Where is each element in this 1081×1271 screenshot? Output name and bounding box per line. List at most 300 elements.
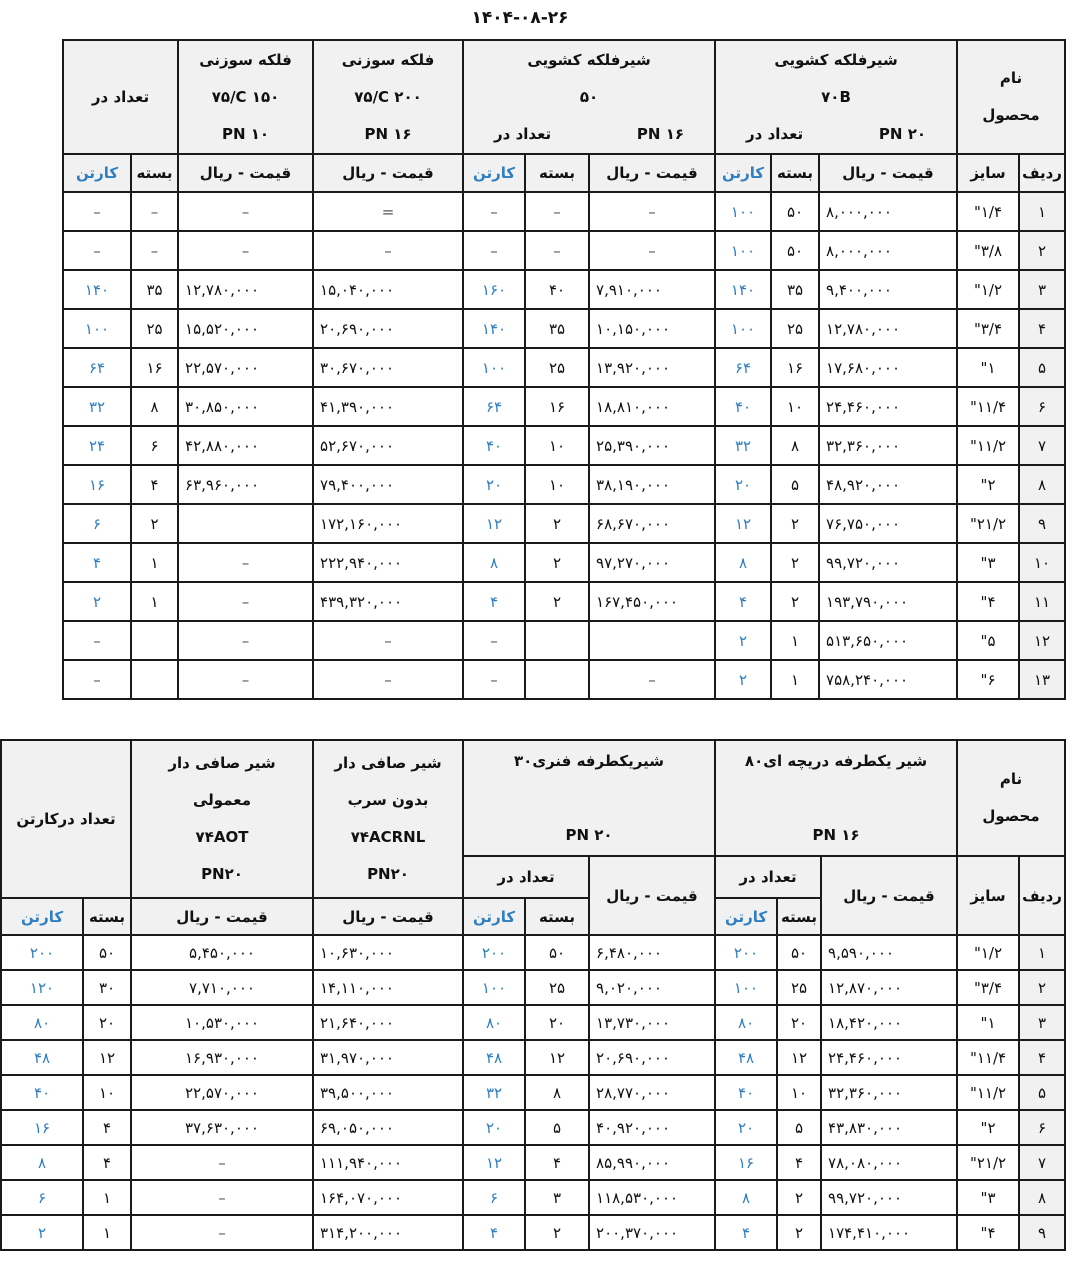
pack-count-cell: ۱۰: [83, 1075, 131, 1110]
price-cell: ۱۰,۵۳۰,۰۰۰: [131, 1005, 313, 1040]
carton-count-cell: ۲: [1, 1215, 83, 1250]
price-cell: –: [178, 231, 313, 270]
group-header-needle-valve-150: فلکه سوزنی ۷۵/C ۱۵۰ PN ۱۰: [178, 40, 313, 154]
carton-count-cell: ۲۴: [63, 426, 131, 465]
carton-count-cell: ۱۰۰: [463, 348, 525, 387]
price-cell: ۵,۴۵۰,۰۰۰: [131, 935, 313, 970]
carton-count-cell: –: [63, 621, 131, 660]
carton-count-cell: ۲: [715, 660, 771, 699]
price-cell: ۳۹,۵۰۰,۰۰۰: [313, 1075, 463, 1110]
size-cell: ۱": [957, 1005, 1019, 1040]
carton-count-cell: ۲۰: [463, 465, 525, 504]
carton-count-cell: ۸۰: [715, 1005, 777, 1040]
row-number-cell: ۱: [1019, 935, 1065, 970]
pack-count-cell: ۱: [131, 543, 178, 582]
col-row-number: ردیف: [1019, 856, 1065, 935]
price-cell: ۹,۴۰۰,۰۰۰: [819, 270, 957, 309]
size-cell: ۴": [957, 582, 1019, 621]
price-cell: ۱۷,۶۸۰,۰۰۰: [819, 348, 957, 387]
pack-count-cell: ۲۵: [777, 970, 821, 1005]
price-cell: ۲۴,۴۶۰,۰۰۰: [821, 1040, 957, 1075]
carton-count-cell: ۳۲: [63, 387, 131, 426]
carton-count-cell: ۶۴: [63, 348, 131, 387]
price-cell: ۳۱,۹۷۰,۰۰۰: [313, 1040, 463, 1075]
pack-count-cell: ۲۵: [131, 309, 178, 348]
price-cell: ۱۹۳,۷۹۰,۰۰۰: [819, 582, 957, 621]
row-number-cell: ۸: [1019, 465, 1065, 504]
price-cell: –: [178, 660, 313, 699]
carton-count-cell: –: [463, 660, 525, 699]
pack-count-cell: ۱: [83, 1180, 131, 1215]
price-cell: –: [178, 621, 313, 660]
carton-count-cell: ۸: [715, 1180, 777, 1215]
row-number-cell: ۵: [1019, 348, 1065, 387]
col-carton: کارتن: [63, 154, 131, 192]
col-row-number: ردیف: [1019, 154, 1065, 192]
price-cell: ۱۳,۹۲۰,۰۰۰: [589, 348, 715, 387]
pack-count-cell: [525, 660, 589, 699]
price-cell: ۴۱,۳۹۰,۰۰۰: [313, 387, 463, 426]
pack-count-cell: ۲: [777, 1180, 821, 1215]
count-in-subheader: تعداد در: [463, 856, 589, 898]
table-row: [63, 309, 1065, 348]
price-cell: [589, 621, 715, 660]
price-table-1: [62, 39, 1066, 700]
carton-count-cell: ۸۰: [1, 1005, 83, 1040]
carton-count-cell: –: [63, 231, 131, 270]
carton-count-cell: ۱۴۰: [63, 270, 131, 309]
size-cell: ۱۱/۴": [957, 387, 1019, 426]
col-price: قیمت - ریال: [589, 154, 715, 192]
size-cell: ۱": [957, 348, 1019, 387]
table-row: [63, 231, 1065, 270]
pack-count-cell: ۴۰: [525, 270, 589, 309]
carton-count-cell: –: [463, 192, 525, 231]
price-cell: –: [313, 660, 463, 699]
row-number-cell: ۷: [1019, 426, 1065, 465]
pack-count-cell: ۱: [771, 621, 819, 660]
size-cell: ۳": [957, 1180, 1019, 1215]
carton-count-cell: ۴۸: [715, 1040, 777, 1075]
carton-count-cell: ۲۰: [715, 1110, 777, 1145]
price-cell: ۴۳۹,۳۲۰,۰۰۰: [313, 582, 463, 621]
carton-count-cell: ۳۲: [715, 426, 771, 465]
carton-count-cell: ۴۰: [715, 387, 771, 426]
col-price: قیمت - ریال: [313, 898, 463, 935]
price-cell: ۳۲,۳۶۰,۰۰۰: [819, 426, 957, 465]
row-number-cell: ۶: [1019, 387, 1065, 426]
price-cell: ۱۴,۱۱۰,۰۰۰: [313, 970, 463, 1005]
carton-count-cell: ۱۶: [63, 465, 131, 504]
col-pack: بسته: [525, 898, 589, 935]
pack-count-cell: ۲: [771, 543, 819, 582]
count-in-subheader: تعداد در: [715, 856, 821, 898]
col-price: قیمت - ریال: [821, 856, 957, 935]
col-price: قیمت - ریال: [313, 154, 463, 192]
col-pack: بسته: [83, 898, 131, 935]
price-cell: ۶۸,۶۷۰,۰۰۰: [589, 504, 715, 543]
price-cell: –: [313, 621, 463, 660]
pack-count-cell: ۲: [777, 1215, 821, 1250]
price-cell: ۷,۹۱۰,۰۰۰: [589, 270, 715, 309]
price-cell: –: [178, 192, 313, 231]
group-header-swing-check-80: شیر یکطرفه دریچه ای۸۰ PN ۱۶: [715, 740, 957, 856]
pack-count-cell: –: [131, 231, 178, 270]
col-price: قیمت - ریال: [178, 154, 313, 192]
price-cell: ۸,۰۰۰,۰۰۰: [819, 192, 957, 231]
price-cell: ۱۶۴,۰۷۰,۰۰۰: [313, 1180, 463, 1215]
carton-count-cell: ۸۰: [463, 1005, 525, 1040]
pack-count-cell: ۲۵: [525, 970, 589, 1005]
carton-count-cell: ۴: [63, 543, 131, 582]
size-cell: ۱۱/۲": [957, 1075, 1019, 1110]
price-cell: –: [313, 231, 463, 270]
carton-count-cell: –: [463, 231, 525, 270]
price-cell: –: [131, 1180, 313, 1215]
carton-count-cell: ۱۶: [715, 1145, 777, 1180]
pack-count-cell: ۱۲: [83, 1040, 131, 1075]
carton-count-cell: ۴۰: [463, 426, 525, 465]
table-row: [1, 1215, 1065, 1250]
col-price: قیمت - ریال: [589, 856, 715, 935]
carton-count-cell: ۴: [463, 1215, 525, 1250]
price-cell: ۲۱,۶۴۰,۰۰۰: [313, 1005, 463, 1040]
price-cell: ۱۸,۸۱۰,۰۰۰: [589, 387, 715, 426]
price-cell: ۱۲,۷۸۰,۰۰۰: [819, 309, 957, 348]
count-in-header: تعداد در: [63, 40, 178, 154]
table-row: [1, 1040, 1065, 1075]
size-cell: ۳/۴": [957, 970, 1019, 1005]
pack-count-cell: ۵۰: [771, 192, 819, 231]
pack-count-cell: –: [131, 192, 178, 231]
table-row: [1, 1075, 1065, 1110]
carton-count-cell: ۴۰: [1, 1075, 83, 1110]
pack-count-cell: ۴: [83, 1145, 131, 1180]
col-carton: کارتن: [1, 898, 83, 935]
pack-count-cell: ۲۵: [771, 309, 819, 348]
col-pack: بسته: [525, 154, 589, 192]
price-cell: ۲۰,۶۹۰,۰۰۰: [313, 309, 463, 348]
price-cell: ۲۲,۵۷۰,۰۰۰: [131, 1075, 313, 1110]
carton-count-cell: ۱۶: [1, 1110, 83, 1145]
pack-count-cell: ۳: [525, 1180, 589, 1215]
carton-count-cell: ۱۲۰: [1, 970, 83, 1005]
table-row: [1, 1005, 1065, 1040]
price-cell: ۹,۰۲۰,۰۰۰: [589, 970, 715, 1005]
pack-count-cell: ۵۰: [771, 231, 819, 270]
size-cell: ۶": [957, 660, 1019, 699]
pack-count-cell: ۱۲: [777, 1040, 821, 1075]
group-header-strainer-lead-free: شیر صافی دار بدون سرب ۷۴ACRNL PN۲۰: [313, 740, 463, 898]
table-row: [1, 935, 1065, 970]
carton-count-cell: ۱۰۰: [715, 309, 771, 348]
price-cell: ۸,۰۰۰,۰۰۰: [819, 231, 957, 270]
price-cell: –: [178, 582, 313, 621]
document-date: ۱۴۰۴-۰۸-۲۶: [471, 8, 569, 28]
col-pack: بسته: [131, 154, 178, 192]
pack-count-cell: ۵: [525, 1110, 589, 1145]
row-number-cell: ۱۰: [1019, 543, 1065, 582]
carton-count-cell: ۴۰: [715, 1075, 777, 1110]
carton-count-cell: –: [63, 192, 131, 231]
size-cell: ۲۱/۲": [957, 504, 1019, 543]
price-cell: ۱۵,۵۲۰,۰۰۰: [178, 309, 313, 348]
col-pack: بسته: [771, 154, 819, 192]
price-cell: ۷۸,۰۸۰,۰۰۰: [821, 1145, 957, 1180]
carton-count-cell: ۲۰: [715, 465, 771, 504]
pack-count-cell: ۱: [83, 1215, 131, 1250]
row-number-cell: ۳: [1019, 270, 1065, 309]
price-cell: ۱۷۴,۴۱۰,۰۰۰: [821, 1215, 957, 1250]
table-row: [63, 387, 1065, 426]
carton-count-cell: ۱۴۰: [463, 309, 525, 348]
pack-count-cell: ۵۰: [777, 935, 821, 970]
table-1-body: [63, 192, 1065, 699]
price-cell: ۷,۷۱۰,۰۰۰: [131, 970, 313, 1005]
row-number-cell: ۷: [1019, 1145, 1065, 1180]
pack-count-cell: ۵۰: [83, 935, 131, 970]
product-name-header: نام محصول: [957, 740, 1065, 856]
price-cell: ۱۱۸,۵۳۰,۰۰۰: [589, 1180, 715, 1215]
carton-count-cell: ۲۰۰: [463, 935, 525, 970]
price-cell: ۱۳,۷۳۰,۰۰۰: [589, 1005, 715, 1040]
size-cell: ۲۱/۲": [957, 1145, 1019, 1180]
size-cell: ۲": [957, 1110, 1019, 1145]
size-cell: ۱۱/۲": [957, 426, 1019, 465]
price-cell: ۹۹,۷۲۰,۰۰۰: [821, 1180, 957, 1215]
size-cell: ۳/۸": [957, 231, 1019, 270]
carton-count-cell: ۴۸: [1, 1040, 83, 1075]
carton-count-cell: ۲: [63, 582, 131, 621]
size-cell: ۵": [957, 621, 1019, 660]
row-number-cell: ۹: [1019, 504, 1065, 543]
col-size: سایز: [957, 154, 1019, 192]
row-number-cell: ۲: [1019, 970, 1065, 1005]
carton-count-cell: ۶: [463, 1180, 525, 1215]
pack-count-cell: [131, 621, 178, 660]
pack-count-cell: ۱۶: [131, 348, 178, 387]
carton-count-cell: ۱۲: [463, 1145, 525, 1180]
price-cell: ۱۶۷,۴۵۰,۰۰۰: [589, 582, 715, 621]
pack-count-cell: ۲۰: [525, 1005, 589, 1040]
table-row: [63, 582, 1065, 621]
pack-count-cell: ۸: [771, 426, 819, 465]
carton-count-cell: ۸: [1, 1145, 83, 1180]
price-cell: ۲۵,۳۹۰,۰۰۰: [589, 426, 715, 465]
col-carton: کارتن: [463, 154, 525, 192]
pack-count-cell: ۱۶: [525, 387, 589, 426]
size-cell: ۲": [957, 465, 1019, 504]
size-cell: ۱/۲": [957, 935, 1019, 970]
table-row: [1, 1110, 1065, 1145]
price-cell: ۳۱۴,۲۰۰,۰۰۰: [313, 1215, 463, 1250]
pack-count-cell: ۵۰: [525, 935, 589, 970]
col-carton: کارتن: [463, 898, 525, 935]
carton-count-cell: ۱۰۰: [715, 192, 771, 231]
pack-count-cell: [525, 621, 589, 660]
col-price: قیمت - ریال: [131, 898, 313, 935]
row-number-cell: ۱۲: [1019, 621, 1065, 660]
size-cell: ۱/۴": [957, 192, 1019, 231]
price-cell: ۷۹,۴۰۰,۰۰۰: [313, 465, 463, 504]
carton-count-cell: ۲۰۰: [715, 935, 777, 970]
col-size: سایز: [957, 856, 1019, 935]
pack-count-cell: –: [525, 192, 589, 231]
price-cell: ۱۸,۴۲۰,۰۰۰: [821, 1005, 957, 1040]
carton-count-cell: ۲: [715, 621, 771, 660]
carton-count-cell: ۱۰۰: [715, 970, 777, 1005]
count-in-carton-header: تعداد درکارتن: [1, 740, 131, 898]
price-cell: ۶۹,۰۵۰,۰۰۰: [313, 1110, 463, 1145]
price-cell: ۱۱۱,۹۴۰,۰۰۰: [313, 1145, 463, 1180]
table-2-body: [1, 935, 1065, 1250]
pack-count-cell: ۴: [131, 465, 178, 504]
carton-count-cell: ۴: [715, 1215, 777, 1250]
price-cell: ۱۵,۰۴۰,۰۰۰: [313, 270, 463, 309]
size-cell: ۴": [957, 1215, 1019, 1250]
pack-count-cell: ۲۰: [777, 1005, 821, 1040]
table-row: [1, 1180, 1065, 1215]
row-number-cell: ۴: [1019, 309, 1065, 348]
pack-count-cell: ۵: [777, 1110, 821, 1145]
row-number-cell: ۸: [1019, 1180, 1065, 1215]
price-cell: –: [131, 1215, 313, 1250]
pack-count-cell: ۱: [771, 660, 819, 699]
group-header-spring-check-30: شیریکطرفه فنری۳۰ PN ۲۰: [463, 740, 715, 856]
size-cell: ۱۱/۴": [957, 1040, 1019, 1075]
table-row: [1, 970, 1065, 1005]
row-number-cell: ۱۳: [1019, 660, 1065, 699]
carton-count-cell: ۶۴: [463, 387, 525, 426]
pack-count-cell: ۳۵: [771, 270, 819, 309]
carton-count-cell: –: [63, 660, 131, 699]
carton-count-cell: ۶۴: [715, 348, 771, 387]
col-carton: کارتن: [715, 154, 771, 192]
price-cell: ۴۲,۸۸۰,۰۰۰: [178, 426, 313, 465]
group-header-strainer-standard: شیر صافی دار معمولی ۷۴AOT PN۲۰: [131, 740, 313, 898]
price-cell: ۵۲,۶۷۰,۰۰۰: [313, 426, 463, 465]
pack-count-cell: ۱۰: [525, 426, 589, 465]
price-cell: ۱۰,۱۵۰,۰۰۰: [589, 309, 715, 348]
price-cell: ۴۸,۹۲۰,۰۰۰: [819, 465, 957, 504]
pack-count-cell: ۲: [525, 543, 589, 582]
row-number-cell: ۲: [1019, 231, 1065, 270]
table-row: [63, 543, 1065, 582]
pack-count-cell: ۱۶: [771, 348, 819, 387]
price-cell: ۲۲۲,۹۴۰,۰۰۰: [313, 543, 463, 582]
price-cell: ۵۱۳,۶۵۰,۰۰۰: [819, 621, 957, 660]
pack-count-cell: ۸: [525, 1075, 589, 1110]
price-cell: ۱۶,۹۳۰,۰۰۰: [131, 1040, 313, 1075]
price-cell: ۳۷,۶۳۰,۰۰۰: [131, 1110, 313, 1145]
price-cell: [178, 504, 313, 543]
price-cell: ۳۰,۶۷۰,۰۰۰: [313, 348, 463, 387]
pack-count-cell: ۲: [525, 1215, 589, 1250]
carton-count-cell: ۴: [715, 582, 771, 621]
pack-count-cell: ۱۰: [525, 465, 589, 504]
price-cell: ۲۰۰,۳۷۰,۰۰۰: [589, 1215, 715, 1250]
row-number-cell: ۳: [1019, 1005, 1065, 1040]
pack-count-cell: ۴: [777, 1145, 821, 1180]
col-pack: بسته: [777, 898, 821, 935]
price-cell: –: [178, 543, 313, 582]
carton-count-cell: ۲۰: [463, 1110, 525, 1145]
size-cell: ۱/۲": [957, 270, 1019, 309]
pack-count-cell: ۸: [131, 387, 178, 426]
price-cell: ۲۴,۴۶۰,۰۰۰: [819, 387, 957, 426]
price-cell: ۳۲,۳۶۰,۰۰۰: [821, 1075, 957, 1110]
price-cell: ۱۷۲,۱۶۰,۰۰۰: [313, 504, 463, 543]
pack-count-cell: ۳۵: [525, 309, 589, 348]
price-cell: ۶۳,۹۶۰,۰۰۰: [178, 465, 313, 504]
price-cell: ۲۸,۷۷۰,۰۰۰: [589, 1075, 715, 1110]
price-cell: –: [131, 1145, 313, 1180]
table-row: [63, 192, 1065, 231]
carton-count-cell: ۴: [463, 582, 525, 621]
size-cell: ۳": [957, 543, 1019, 582]
price-cell: ۴۰,۹۲۰,۰۰۰: [589, 1110, 715, 1145]
row-number-cell: ۵: [1019, 1075, 1065, 1110]
price-cell: ۲۲,۵۷۰,۰۰۰: [178, 348, 313, 387]
row-number-cell: ۱: [1019, 192, 1065, 231]
pack-count-cell: ۱۰: [771, 387, 819, 426]
pack-count-cell: ۱: [131, 582, 178, 621]
group-header-needle-valve-200: فلکه سوزنی ۷۵/C ۲۰۰ PN ۱۶: [313, 40, 463, 154]
pack-count-cell: ۳۰: [83, 970, 131, 1005]
carton-count-cell: ۱۲: [715, 504, 771, 543]
carton-count-cell: –: [463, 621, 525, 660]
price-cell: –: [589, 231, 715, 270]
pack-count-cell: ۲: [771, 504, 819, 543]
carton-count-cell: ۱۴۰: [715, 270, 771, 309]
price-cell: ۹۷,۲۷۰,۰۰۰: [589, 543, 715, 582]
price-cell: ۹,۵۹۰,۰۰۰: [821, 935, 957, 970]
carton-count-cell: ۴۸: [463, 1040, 525, 1075]
pack-count-cell: ۴: [525, 1145, 589, 1180]
price-cell: ۲۰,۶۹۰,۰۰۰: [589, 1040, 715, 1075]
pack-count-cell: ۲: [525, 504, 589, 543]
price-cell: ۳۰,۸۵۰,۰۰۰: [178, 387, 313, 426]
pack-count-cell: [131, 660, 178, 699]
price-cell: ۳۸,۱۹۰,۰۰۰: [589, 465, 715, 504]
table-row: [63, 621, 1065, 660]
carton-count-cell: ۱۲: [463, 504, 525, 543]
carton-count-cell: ۱۰۰: [63, 309, 131, 348]
price-cell: ۱۲,۸۷۰,۰۰۰: [821, 970, 957, 1005]
carton-count-cell: ۶: [1, 1180, 83, 1215]
price-cell: ۷۵۸,۲۴۰,۰۰۰: [819, 660, 957, 699]
price-cell: ۸۵,۹۹۰,۰۰۰: [589, 1145, 715, 1180]
col-carton: کارتن: [715, 898, 777, 935]
pack-count-cell: ۱۰: [777, 1075, 821, 1110]
carton-count-cell: ۶: [63, 504, 131, 543]
pack-count-cell: ۲۵: [525, 348, 589, 387]
carton-count-cell: ۸: [715, 543, 771, 582]
row-number-cell: ۴: [1019, 1040, 1065, 1075]
pack-count-cell: –: [525, 231, 589, 270]
group-header-gate-valve-70b: شیرفلکه کشویی ۷۰B PN ۲۰ تعداد در: [715, 40, 957, 154]
pack-count-cell: ۶: [131, 426, 178, 465]
pack-count-cell: ۳۵: [131, 270, 178, 309]
price-cell: ۹۹,۷۲۰,۰۰۰: [819, 543, 957, 582]
product-name-header: نام محصول: [957, 40, 1065, 154]
carton-count-cell: ۸: [463, 543, 525, 582]
table-row: [63, 465, 1065, 504]
col-price: قیمت - ریال: [819, 154, 957, 192]
price-cell: ۱۰,۶۳۰,۰۰۰: [313, 935, 463, 970]
size-cell: ۳/۴": [957, 309, 1019, 348]
carton-count-cell: ۱۰۰: [463, 970, 525, 1005]
